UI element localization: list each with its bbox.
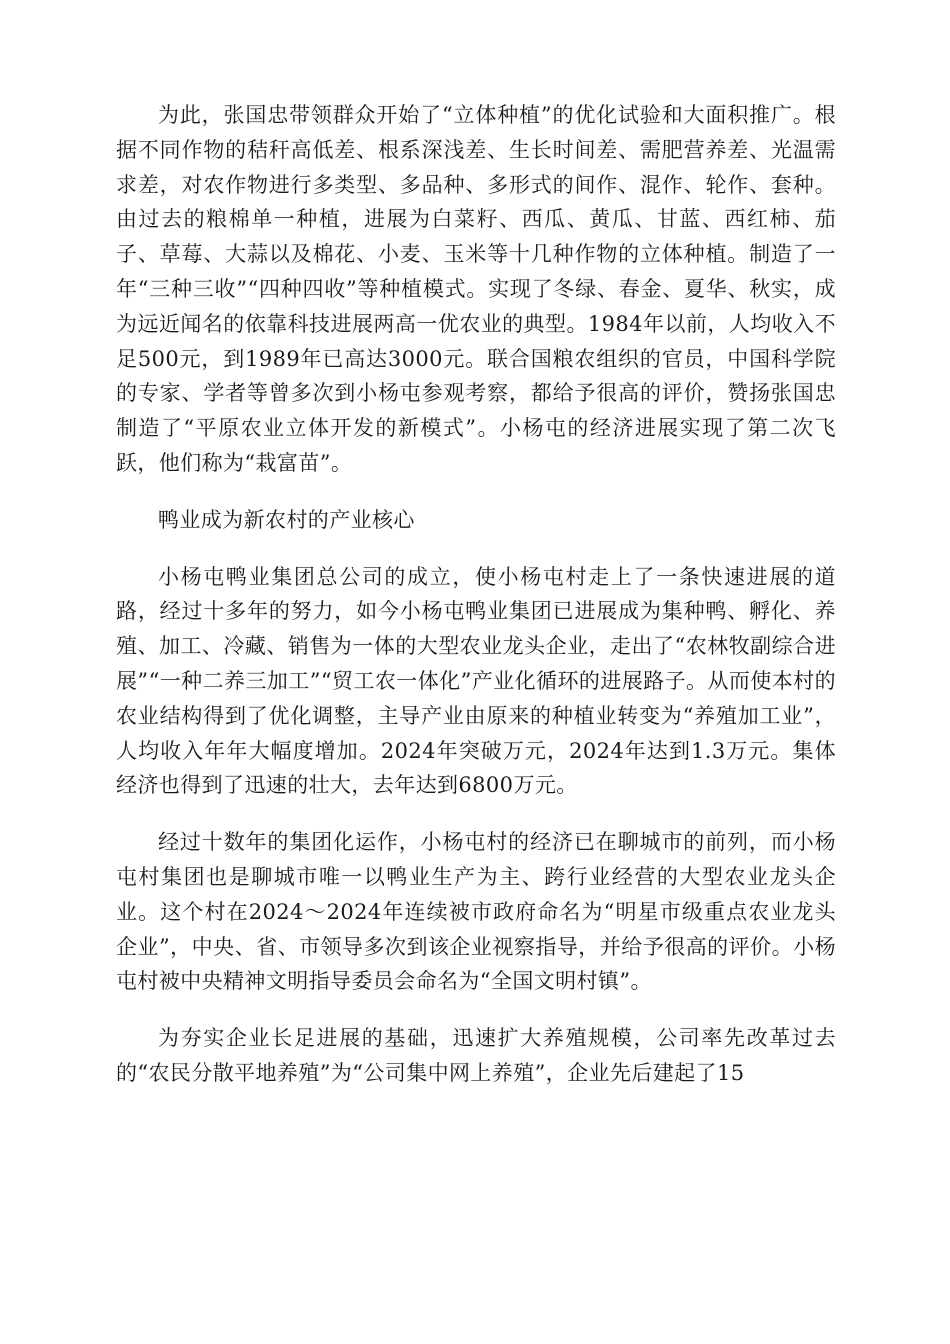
paragraph-planting: 为此，张国忠带领群众开始了“立体种植”的优化试验和大面积推广。根据不同作物的秸秆高低差、根系深浅差、生长时间差、需肥营养差、光温需求差，对农作物进行多类型、多品种、多形式的间作、混作、轮作、套种。由过去的粮棉单一种植，进展为白菜籽、西瓜、黄瓜、甘蓝、西红柿、茄子、草莓、大蒜以及棉花、小麦、玉米等十几种作物的立体种植。制造了一年“三种三收”“四种四收”等种植模式。实现了冬绿、春金、夏华、秋实，成为远近闻名的依靠科技进展两高一优农业的典型。1984年以前，人均收入不足500元，到1989年已高达3000元。联合国粮农组织的官员，中国科学院的专家、学者等曾多次到小杨屯参观考察，都给予很高的评价，赞扬张国忠制造了“平原农业立体开发的新模式”。小杨屯的经济进展实现了第二次飞跃，他们称为“栽富苗”。 — [116, 103, 836, 475]
paragraph-group-operation: 经过十数年的集团化运作，小杨屯村的经济已在聊城市的前列，而小杨屯村集团也是聊城市唯一以鸭业生产为主、跨行业经营的大型农业龙头企业。这个村在2024～2024年连续被市政府命名为“明星市级重点农业龙头企业”，中央、省、市领导多次到该企业视察指导，并给予很高的评价。小杨屯村被中央精神文明指导委员会命名为“全国文明村镇”。 — [116, 830, 836, 994]
section-heading: 鸭业成为新农村的产业核心 — [158, 507, 415, 532]
paragraph-scale-expansion: 为夯实企业长足进展的基础，迅速扩大养殖规模，公司率先改革过去的“农民分散平地养殖”为“公司集中网上养殖”，企业先后建起了15 — [116, 1026, 836, 1085]
document-page — [116, 98, 836, 1113]
paragraph-duck-group: 小杨屯鸭业集团总公司的成立，使小杨屯村走上了一条快速进展的道路，经过十多年的努力，如今小杨屯鸭业集团已进展成为集种鸭、孵化、养殖、加工、冷藏、销售为一体的大型农业龙头企业，走出了“农林牧副综合进展”“一种二养三加工”“贸工农一体化”产业化循环的进展路子。从而使本村的农业结构得到了优化调整，主导产业由原来的种植业转变为“养殖加工业”，人均收入年年大幅度增加。2024年突破万元，2024年达到1.3万元。集体经济也得到了迅速的壮大，去年达到6800万元。 — [116, 564, 836, 798]
